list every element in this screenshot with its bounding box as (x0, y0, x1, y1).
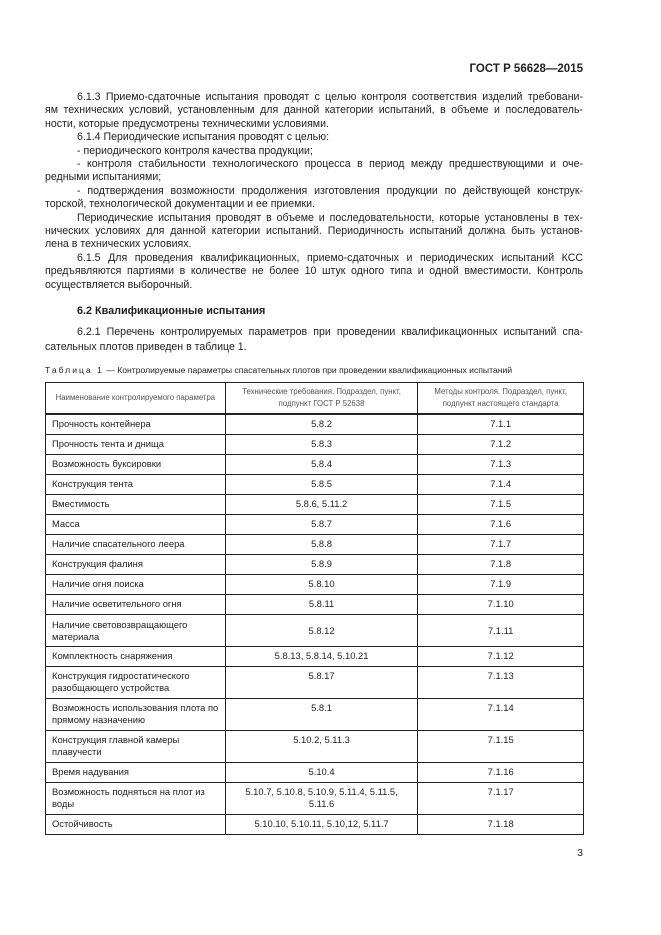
cell-requirement: 5.8.13, 5.8.14, 5.10.21 (225, 647, 418, 667)
cell-method: 7.1.4 (418, 475, 584, 495)
cell-parameter: Наличие световозвращающего материала (46, 615, 226, 647)
cell-method: 7.1.18 (418, 815, 584, 835)
table-row (46, 555, 584, 575)
cell-method: 7.1.17 (418, 783, 584, 815)
text-line: - подтверждения возможности продолжения изготовления продукции по действующей конструк- (77, 184, 583, 197)
cell-parameter: Время надувания (46, 763, 226, 783)
cell-method: 7.1.16 (418, 763, 584, 783)
text-line: 6.1.5 Для проведения квалификационных, приемо-сдаточных и периодических испытаний КСС (77, 251, 583, 264)
table-row (46, 699, 584, 731)
cell-requirement: 5.8.2 (225, 414, 418, 435)
cell-requirement: 5.8.8 (225, 535, 418, 555)
table-row (46, 575, 584, 595)
table-row (46, 763, 584, 783)
cell-method: 7.1.5 (418, 495, 584, 515)
table-caption-label: Таблица 1 (45, 365, 104, 376)
cell-requirement: 5.10.2, 5.11.3 (225, 731, 418, 763)
cell-method: 7.1.8 (418, 555, 584, 575)
paragraph-6-2-1 (45, 325, 583, 355)
cell-method: 7.1.10 (418, 595, 584, 615)
cell-parameter: Прочность контейнера (46, 414, 226, 435)
cell-parameter: Наличие огня поиска (46, 575, 226, 595)
table-row (46, 783, 584, 815)
cell-requirement: 5.10.7, 5.10.8, 5.10.9, 5.11.4, 5.11.5, 5.11.6 (225, 783, 418, 815)
cell-method: 7.1.15 (418, 731, 584, 763)
cell-requirement: 5.8.10 (225, 575, 418, 595)
cell-parameter: Наличие спасательного леера (46, 535, 226, 555)
table-row (46, 414, 584, 435)
cell-requirement: 5.8.9 (225, 555, 418, 575)
table-row (46, 667, 584, 699)
cell-requirement: 5.8.17 (225, 667, 418, 699)
cell-requirement: 5.8.4 (225, 455, 418, 475)
table-row (46, 455, 584, 475)
cell-parameter: Прочность тента и днища (46, 435, 226, 455)
cell-parameter: Возможность использования плота по прямому назначению (46, 699, 226, 731)
cell-parameter: Масса (46, 515, 226, 535)
cell-parameter: Конструкция тента (46, 475, 226, 495)
table-row (46, 535, 584, 555)
cell-requirement: 5.8.11 (225, 595, 418, 615)
table-row (46, 647, 584, 667)
text-line: редными испытаниями; (45, 171, 162, 184)
header-parameter: Наименование контролируемого параметра (46, 383, 226, 415)
text-line: 6.1.3 Приемо-сдаточные испытания проводят с целью контроля соответствия изделий требовани- (77, 91, 583, 103)
document-standard-number: ГОСТ Р 56628—2015 (469, 63, 583, 75)
cell-parameter: Комплектность снаряжения (46, 647, 226, 667)
body-text (45, 91, 583, 292)
table-row (46, 595, 584, 615)
text-line: торской, технологической документации и ее приемки. (45, 198, 315, 211)
page-number: 3 (577, 847, 583, 860)
text-line: - контроля стабильности технологического процесса в период между предшествующими и оче- (77, 158, 583, 171)
cell-parameter: Конструкция гидростатического разобщающего устройства (46, 667, 226, 699)
cell-requirement: 5.8.6, 5.11.2 (225, 495, 418, 515)
table-row (46, 815, 584, 835)
cell-method: 7.1.6 (418, 515, 584, 535)
text-line: лена в технических условиях. (45, 238, 192, 251)
text-line: предъявляются партиями в количестве не более 10 штук одного типа и одной вместимости. Контроль (45, 265, 583, 278)
table-row (46, 495, 584, 515)
cell-method: 7.1.2 (418, 435, 584, 455)
parameters-table (45, 382, 584, 835)
cell-parameter: Возможность подняться на плот из воды (46, 783, 226, 815)
text-line: - периодического контроля качества продукции; (77, 144, 313, 157)
table-row (46, 515, 584, 535)
table-caption (45, 365, 585, 376)
table-row (46, 435, 584, 455)
cell-requirement: 5.10.10, 5.10.11, 5.10,12, 5.11.7 (225, 815, 418, 835)
text-line: 6.2.1 Перечень контролируемых параметров при проведении квалификационных испытаний спа- (77, 326, 583, 339)
cell-method: 7.1.1 (418, 414, 584, 435)
table-row (46, 475, 584, 495)
table-row (46, 615, 584, 647)
text-line: нических условиях для данной категории испытаний. Периодичность испытаний должна быть установ- (45, 225, 583, 238)
table-row (46, 731, 584, 763)
cell-method: 7.1.11 (418, 615, 584, 647)
text-line: ности, которые предусмотрены техническими условиями. (45, 117, 329, 130)
text-line: Периодические испытания проводят в объеме и последовательности, которые установлены в тех- (77, 211, 583, 224)
text-line: 6.1.4 Периодические испытания проводят с целью: (77, 131, 330, 144)
cell-method: 7.1.13 (418, 667, 584, 699)
cell-parameter: Остойчивость (46, 815, 226, 835)
cell-parameter: Вместимость (46, 495, 226, 515)
cell-requirement: 5.8.5 (225, 475, 418, 495)
text-line: осуществляется выборочный. (45, 278, 193, 291)
cell-method: 7.1.3 (418, 455, 584, 475)
cell-requirement: 5.10.4 (225, 763, 418, 783)
header-methods: Методы контроля. Подраздел, пункт, подпункт настоящего стандарта (418, 383, 584, 415)
cell-method: 7.1.14 (418, 699, 584, 731)
cell-requirement: 5.8.3 (225, 435, 418, 455)
table-caption-text: — Контролируемые параметры спасательных плотов при проведении квалификационных испытаний (103, 365, 513, 376)
cell-parameter: Возможность буксировки (46, 455, 226, 475)
cell-requirement: 5.8.1 (225, 699, 418, 731)
cell-method: 7.1.9 (418, 575, 584, 595)
cell-parameter: Конструкция фалиня (46, 555, 226, 575)
section-heading: 6.2 Квалификационные испытания (77, 305, 266, 318)
text-line: сательных плотов приведен в таблице 1. (45, 341, 247, 354)
cell-parameter: Конструкция главной камеры плавучести (46, 731, 226, 763)
header-requirements: Технические требования. Подраздел, пункт, подпункт ГОСТ Р 52638 (225, 383, 418, 415)
cell-parameter: Наличие осветительного огня (46, 595, 226, 615)
table-header-row (46, 383, 584, 415)
text-line: ям технических условий, установленным для данной категории испытаний, в объеме и последователь- (45, 104, 583, 117)
cell-method: 7.1.12 (418, 647, 584, 667)
cell-method: 7.1.7 (418, 535, 584, 555)
cell-requirement: 5.8.7 (225, 515, 418, 535)
cell-requirement: 5.8.12 (225, 615, 418, 647)
